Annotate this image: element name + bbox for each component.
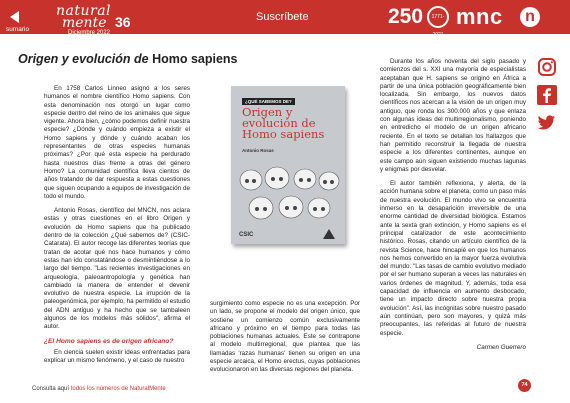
magazine-logo[interactable]: natural mente 36 Diciembre 2022	[56, 3, 131, 36]
back-issues-link[interactable]: todos los números de NaturalMente	[70, 386, 166, 392]
back-arrow-icon[interactable]	[8, 10, 22, 24]
article-column-2	[210, 300, 360, 381]
mncn-logo[interactable]: 250 1771-2021 mnc n	[388, 5, 560, 31]
skulls-illustration	[237, 160, 341, 226]
subscribe-link[interactable]: Suscríbete	[256, 11, 309, 23]
twitter-icon[interactable]	[537, 112, 557, 132]
instagram-icon[interactable]	[537, 57, 557, 77]
article-title: Origen y evolución de Homo sapiens	[18, 52, 238, 66]
facebook-icon[interactable]	[537, 85, 557, 105]
paragraph: En ciencia suelen existir ideas enfrentadas para explicar un mismo fenómeno, y el caso de nuestro	[44, 348, 190, 365]
issue-date: Diciembre 2022	[68, 30, 111, 36]
top-bar	[0, 0, 570, 38]
footer-note: Consulta aquí todos los números de NaturalMente	[32, 386, 166, 392]
paragraph: Durante los años noventa del siglo pasado y comienzos del s. XXI una mayoría de especialistas aceptaban que H. sapiens se originó en África a partir de una única población geográficamente bien localizada. Sin embargo, los nuevos datos científicos nos acercan a la visión de un origen muy antiguo, que ronda los 300.000 años y que enlaza con algunas ideas del multirregionalismo, poniendo en entredicho el modelo de un origen africano reciente. En el texto se detallan los hallazgos que han permitido reconstruir la llegada de nuestra especie a los diferentes continentes, aunque en este campo aún siguen existiendo muchas lagunas y enigmas por desvelar.	[380, 58, 526, 173]
page-number: 74	[518, 379, 531, 392]
book-series: ¿QUÉ SABEMOS DE?	[242, 98, 295, 105]
paragraph: surgimiento como especie no es una excepción. Por un lado, se propone el modelo del origen único, que sostiene un comienzo común exclusivamente africano y próximo en el tiempo para todas las poblaciones humanas actuales. Este se contrapone al modelo multirregional, que plantea que las llamadas 'razas humanas' tienen su origen en una especie arcaica, el Homo erectus, cuyas poblaciones evolucionaron en las diversas regiones del planeta.	[210, 300, 360, 374]
book-cover	[231, 86, 345, 244]
publisher-mark-icon	[323, 229, 335, 239]
anniversary-badge: 1771-2021	[427, 6, 449, 28]
paragraph: El autor también reflexiona, y alerta, de la acción humana sobre el planeta, como un paso más de nuestra evolución. El mundo vivo se encuentra inmerso en la desaparición irreversible de una enorme cantidad de diversidad biológica. Estamos ante la sexta gran extinción, y Homo sapiens es el principal catalizador de este acontecimiento histórico. Rosas, citando un artículo científico de la revista Science, hace hincapié en que los humanos nos hemos convertido en la mayor fuerza evolutiva del mundo. "Las tasas de cambio evolutivo mediado por el ser humano superan a veces las naturales en varios órdenes de magnitud. Y, además, toda esa capacidad de influencia en aumento desbocado, tiene un impacto directo sobre nuestra propia evolución". Así, las incógnitas sobre nuestro pasado aún continúan, pero son mayores, y quizá más preocupantes, las referidas al futuro de nuestra especie.	[380, 180, 526, 337]
book-publisher: CSIC	[239, 232, 254, 238]
article-column-3	[380, 58, 526, 352]
summary-link[interactable]: sumario	[6, 26, 30, 33]
paragraph: Antonio Rosas, científico del MNCN, nos aclara estas y otras cuestiones en el libro Origen y evolución de Homo sapiens que ha publicado dentro de la colección ¿Qué sabemos de? (CSIC-Catarata). El autor recoge las diferentes teorías que tratan de acotar qué nos hace humanos y cómo estas han ido constatándose o desmintiéndose a lo largo del tiempo. "Las recientes investigaciones en arqueología, paleoantropología y genética han cambiado la manera de entender el devenir evolutivo de nuestra especie. La irrupción de la paleogenómica, por ejemplo, ha permitido el estudio del ADN antiguo y ha hecho que se tambaleen algunos de los modelos más sólidos", afirma el autor.	[44, 207, 190, 331]
book-author: Antonio Rosas	[242, 148, 274, 153]
section-subheading: ¿El Homo sapiens es de origen africano?	[44, 337, 174, 345]
book-title: Origen y evolución de Homo sapiens	[242, 105, 325, 141]
issue-number: 36	[115, 14, 131, 30]
article-column-1	[44, 85, 190, 372]
paragraph: En 1758 Carlos Linneo asignó a los seres humanos el nombre científico Homo sapiens. Con esta denominación nos otorgó un lugar como especie dentro del reino de los animales que sigue vigente. Ahora bien, ¿cómo podemos definir nuestra especie? ¿Dónde y cuándo empieza a existir el Homo sapiens y dónde y cuándo acaban los representantes de otras especies humanas próximas? ¿Por qué esta especie ha perdurado hasta nuestros días frente a otras del género Homo? La comunidad científica lleva cientos de años tratando de dar respuesta a estas cuestiones que siguen ocupando a equipos de investigación de todo el mundo.	[44, 85, 190, 200]
article-author: Carmen Guerrero	[476, 343, 526, 351]
